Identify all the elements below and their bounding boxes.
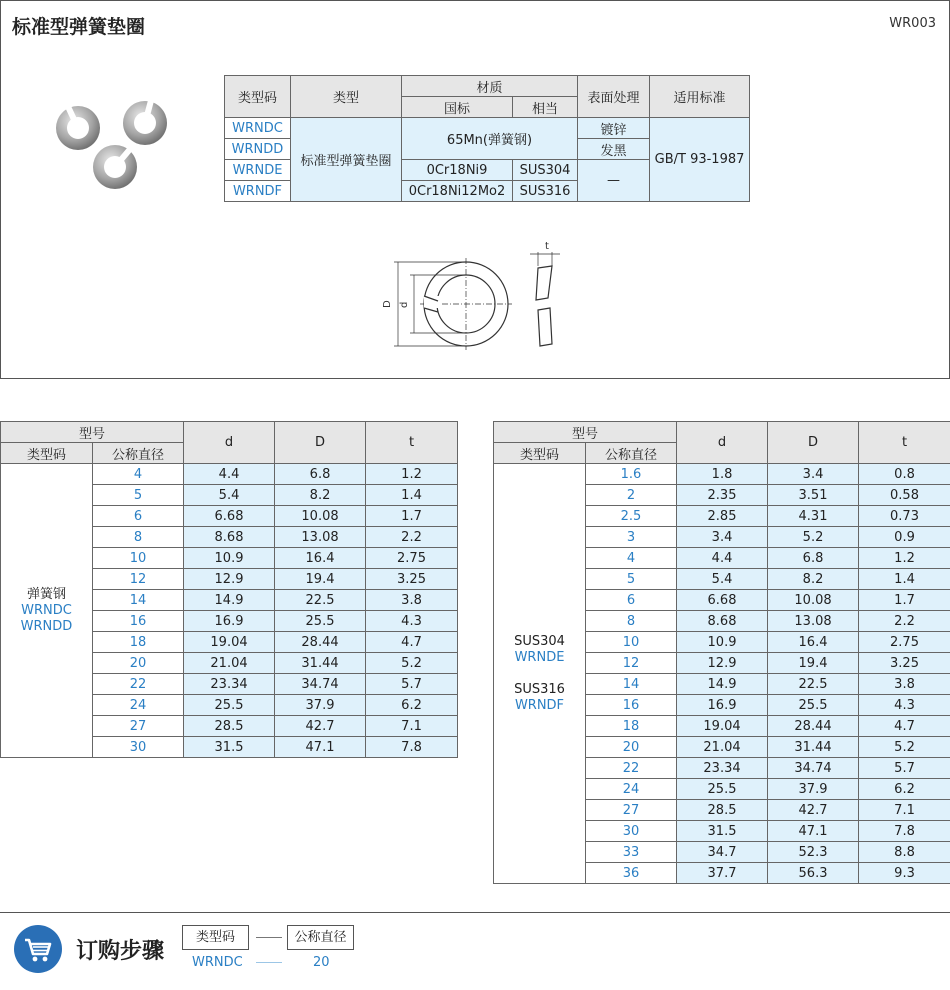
D-value: 16.4 [768,632,859,653]
group-code-link[interactable]: WRNDE [514,649,565,665]
surface-none: — [578,160,650,202]
order-type-code-box: 类型码 [182,925,249,950]
nominal-diameter-link[interactable]: 8 [586,611,677,632]
nominal-diameter-link[interactable]: 18 [93,632,184,653]
d-value: 23.34 [184,674,275,695]
nominal-diameter-link[interactable]: 36 [586,863,677,884]
D-value: 47.1 [275,737,366,758]
d-value: 19.04 [677,716,768,737]
right-h-D: D [768,422,859,464]
t-value: 2.75 [859,632,950,653]
D-value: 10.08 [275,506,366,527]
d-value: 10.9 [677,632,768,653]
nominal-diameter-link[interactable]: 22 [586,758,677,779]
t-value: 5.7 [859,758,950,779]
D-value: 8.2 [275,485,366,506]
order-example-connector [256,962,282,963]
nominal-diameter-link[interactable]: 8 [93,527,184,548]
left-h-d: d [184,422,275,464]
t-value: 3.8 [366,590,458,611]
t-value: 4.3 [366,611,458,632]
group-code-link[interactable]: WRNDF [514,697,565,713]
nominal-diameter-link[interactable]: 18 [586,716,677,737]
t-value: 7.8 [859,821,950,842]
dim-t-label: t [545,241,549,252]
d-value: 6.68 [184,506,275,527]
D-value: 31.44 [768,737,859,758]
t-value: 3.25 [366,569,458,590]
t-value: 0.58 [859,485,950,506]
nominal-diameter-link[interactable]: 24 [93,695,184,716]
table-row [494,464,950,485]
d-value: 8.68 [184,527,275,548]
d-value: 34.7 [677,842,768,863]
d-value: 1.8 [677,464,768,485]
D-value: 31.44 [275,653,366,674]
d-value: 19.04 [184,632,275,653]
nominal-diameter-link[interactable]: 27 [93,716,184,737]
d-value: 5.4 [677,569,768,590]
d-value: 28.5 [677,800,768,821]
order-example-nominal: 20 [313,955,330,970]
table-row [1,464,458,485]
D-value: 22.5 [768,674,859,695]
t-value: 1.2 [859,548,950,569]
d-value: 4.4 [677,548,768,569]
order-example-code: WRNDC [192,955,243,970]
mat-h-standard: 适用标准 [650,76,750,118]
D-value: 3.4 [768,464,859,485]
D-value: 37.9 [768,779,859,800]
right-h-type: 类型码 [494,443,586,464]
t-value: 5.7 [366,674,458,695]
D-value: 13.08 [768,611,859,632]
left-h-D: D [275,422,366,464]
nominal-diameter-link[interactable]: 4 [586,548,677,569]
technical-drawing [380,238,580,353]
nominal-diameter-link[interactable]: 10 [93,548,184,569]
left-h-nominal: 公称直径 [93,443,184,464]
material-e-equiv: SUS304 [513,160,578,181]
dim-D-label: D [382,300,393,308]
material-table [224,75,750,202]
type-code-link[interactable]: WRNDF [225,181,291,202]
left-h-t: t [366,422,458,464]
D-value: 25.5 [275,611,366,632]
t-value: 0.8 [859,464,950,485]
group-material-label: SUS316 [514,681,565,697]
d-value: 2.35 [677,485,768,506]
right-dimension-table [493,421,950,884]
product-code: WR003 [889,16,936,31]
spacer [494,666,585,682]
nominal-diameter-link[interactable]: 1.6 [586,464,677,485]
t-value: 0.73 [859,506,950,527]
material-65mn: 65Mn(弹簧钢) [402,118,578,160]
t-value: 5.2 [859,737,950,758]
nominal-diameter-link[interactable]: 2.5 [586,506,677,527]
type-code-link[interactable]: WRNDD [225,139,291,160]
left-h-type: 类型码 [1,443,93,464]
nominal-diameter-link[interactable]: 27 [586,800,677,821]
dim-d-label: d [399,301,410,308]
type-code-link[interactable]: WRNDC [225,118,291,139]
group-code-link[interactable]: WRNDC [21,602,72,618]
mat-h-guobiao: 国标 [402,97,513,118]
order-connector [256,937,282,938]
D-value: 13.08 [275,527,366,548]
nominal-diameter-link[interactable]: 30 [93,737,184,758]
d-value: 37.7 [677,863,768,884]
D-value: 25.5 [768,695,859,716]
nominal-diameter-link[interactable]: 33 [586,842,677,863]
material-e-gb: 0Cr18Ni9 [402,160,513,181]
D-value: 34.74 [275,674,366,695]
d-value: 25.5 [677,779,768,800]
group-material-label: SUS304 [514,633,565,649]
order-steps-title: 订购步骤 [76,939,165,964]
D-value: 28.44 [768,716,859,737]
left-dimension-table [0,421,458,758]
d-value: 12.9 [677,653,768,674]
d-value: 5.4 [184,485,275,506]
D-value: 5.2 [768,527,859,548]
material-group-cell [494,464,586,884]
material-group-cell [1,464,93,758]
t-value: 4.7 [366,632,458,653]
D-value: 6.8 [275,464,366,485]
D-value: 4.31 [768,506,859,527]
type-code-link[interactable]: WRNDE [225,160,291,181]
D-value: 37.9 [275,695,366,716]
d-value: 28.5 [184,716,275,737]
t-value: 6.2 [859,779,950,800]
nominal-diameter-link[interactable]: 6 [586,590,677,611]
left-h-model: 型号 [1,422,184,443]
D-value: 56.3 [768,863,859,884]
page-title: 标准型弹簧垫圈 [12,16,146,38]
right-h-t: t [859,422,950,464]
material-f-gb: 0Cr18Ni12Mo2 [402,181,513,202]
t-value: 0.9 [859,527,950,548]
nominal-diameter-link[interactable]: 12 [93,569,184,590]
D-value: 47.1 [768,821,859,842]
right-h-d: d [677,422,768,464]
nominal-diameter-link[interactable]: 5 [93,485,184,506]
cart-icon [14,925,62,973]
t-value: 9.3 [859,863,950,884]
d-value: 3.4 [677,527,768,548]
nominal-diameter-link[interactable]: 20 [586,737,677,758]
t-value: 3.25 [859,653,950,674]
surface-zinc: 镀锌 [578,118,650,139]
D-value: 42.7 [768,800,859,821]
D-value: 16.4 [275,548,366,569]
t-value: 2.2 [859,611,950,632]
d-value: 16.9 [677,695,768,716]
nominal-diameter-link[interactable]: 4 [93,464,184,485]
d-value: 4.4 [184,464,275,485]
nominal-diameter-link[interactable]: 30 [586,821,677,842]
material-f-equiv: SUS316 [513,181,578,202]
t-value: 1.7 [859,590,950,611]
t-value: 1.2 [366,464,458,485]
d-value: 23.34 [677,758,768,779]
D-value: 19.4 [275,569,366,590]
nominal-diameter-link[interactable]: 5 [586,569,677,590]
t-value: 3.8 [859,674,950,695]
mat-h-type-code: 类型码 [225,76,291,118]
t-value: 1.4 [366,485,458,506]
d-value: 8.68 [677,611,768,632]
d-value: 21.04 [677,737,768,758]
t-value: 8.8 [859,842,950,863]
type-name: 标准型弹簧垫圈 [291,118,402,202]
d-value: 25.5 [184,695,275,716]
mat-h-surface: 表面处理 [578,76,650,118]
t-value: 4.7 [859,716,950,737]
nominal-diameter-link[interactable]: 22 [93,674,184,695]
group-material-label: 弹簧钢 [26,586,66,602]
nominal-diameter-link[interactable]: 16 [93,611,184,632]
D-value: 3.51 [768,485,859,506]
D-value: 19.4 [768,653,859,674]
nominal-diameter-link[interactable]: 6 [93,506,184,527]
washer-3-icon [93,145,137,189]
mat-h-type: 类型 [291,76,402,118]
d-value: 16.9 [184,611,275,632]
nominal-diameter-link[interactable]: 20 [93,653,184,674]
d-value: 31.5 [184,737,275,758]
right-h-model: 型号 [494,422,677,443]
mat-h-material: 材质 [402,76,578,97]
D-value: 34.74 [768,758,859,779]
d-value: 14.9 [184,590,275,611]
D-value: 52.3 [768,842,859,863]
group-code-link[interactable]: WRNDD [20,618,73,634]
nominal-diameter-link[interactable]: 3 [586,527,677,548]
nominal-diameter-link[interactable]: 2 [586,485,677,506]
nominal-diameter-link[interactable]: 12 [586,653,677,674]
washer-photo [45,95,180,195]
t-value: 7.8 [366,737,458,758]
nominal-diameter-link[interactable]: 10 [586,632,677,653]
standard-value: GB/T 93-1987 [650,118,750,202]
d-value: 12.9 [184,569,275,590]
washer-1-icon [56,106,100,150]
mat-h-equiv: 相当 [513,97,578,118]
t-value: 2.2 [366,527,458,548]
t-value: 6.2 [366,695,458,716]
d-value: 10.9 [184,548,275,569]
D-value: 22.5 [275,590,366,611]
nominal-diameter-link[interactable]: 24 [586,779,677,800]
d-value: 21.04 [184,653,275,674]
d-value: 14.9 [677,674,768,695]
D-value: 28.44 [275,632,366,653]
d-value: 2.85 [677,506,768,527]
nominal-diameter-link[interactable]: 14 [586,674,677,695]
t-value: 7.1 [859,800,950,821]
D-value: 42.7 [275,716,366,737]
d-value: 31.5 [677,821,768,842]
t-value: 5.2 [366,653,458,674]
nominal-diameter-link[interactable]: 14 [93,590,184,611]
surface-black: 发黑 [578,139,650,160]
D-value: 8.2 [768,569,859,590]
nominal-diameter-link[interactable]: 16 [586,695,677,716]
t-value: 4.3 [859,695,950,716]
order-nominal-box: 公称直径 [287,925,354,950]
D-value: 6.8 [768,548,859,569]
t-value: 2.75 [366,548,458,569]
D-value: 10.08 [768,590,859,611]
t-value: 7.1 [366,716,458,737]
washer-2-icon [123,100,167,145]
t-value: 1.4 [859,569,950,590]
t-value: 1.7 [366,506,458,527]
right-h-nominal: 公称直径 [586,443,677,464]
d-value: 6.68 [677,590,768,611]
